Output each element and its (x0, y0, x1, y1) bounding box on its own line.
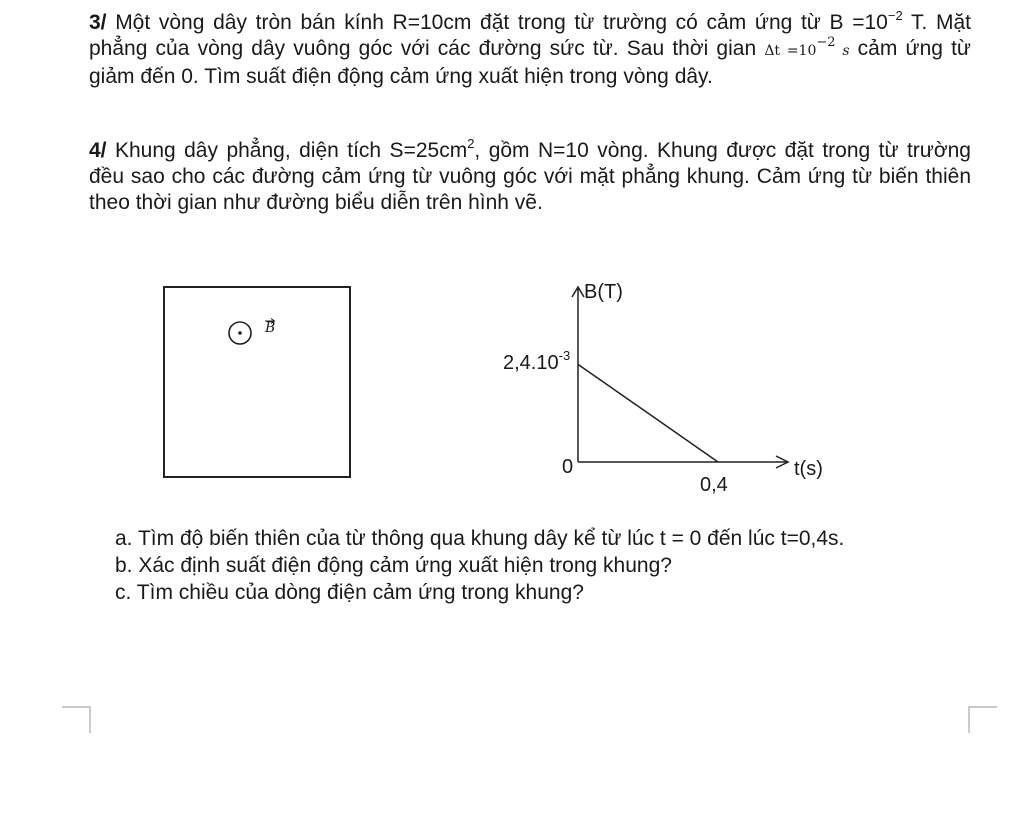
question-b: b. Xác định suất điện động cảm ứng xuất hiện trong khung? (115, 554, 672, 577)
question-a: a. Tìm độ biến thiên của từ thông qua khung dây kể từ lúc t = 0 đến lúc t=0,4s. (115, 527, 845, 550)
y-tick-label (503, 348, 571, 375)
margin-corner-left (60, 705, 92, 735)
problem-4 (89, 138, 971, 216)
delta-t-value: Δt =10 (764, 43, 817, 59)
b-data-line (578, 364, 718, 462)
b-field-out-of-page-icon (228, 316, 258, 346)
question-c: c. Tìm chiều của dòng điện cảm ứng trong khung? (115, 581, 584, 604)
area-exponent: 2 (467, 136, 475, 151)
problem-4-number: 4/ (89, 139, 107, 162)
b-field-label: B (265, 320, 276, 336)
problem-3-number: 3/ (89, 11, 107, 34)
y-tick-exponent: -3 (558, 348, 571, 364)
problem-3-text-c: cảm ứng từ giảm đến 0. Tìm suất điện động cảm ứng xuất hiện trong vòng dây. (89, 37, 971, 88)
problem-3 (89, 10, 971, 90)
problem-3-b-exponent: −2 (887, 8, 903, 23)
margin-corner-right (967, 705, 999, 735)
y-tick-base: 2,4.10 (503, 352, 559, 375)
delta-t-exponent: −2 (816, 35, 836, 50)
graph-canvas (495, 270, 835, 500)
x-tick-label: 0,4 (700, 474, 728, 496)
problem-4-text-b: , gồm N=10 vòng. Khung được đặt trong từ trường đều sao cho các đường cảm ứng từ vuông góc với mặt phẳng khung. Cảm ứng từ biến thiên theo thời gian như đường biểu diễn trên hình vẽ. (89, 139, 971, 214)
origin-label: 0 (562, 456, 574, 478)
delta-t-formula (764, 35, 850, 59)
y-axis-label: B(T) (584, 281, 623, 303)
x-axis-label: t(s) (794, 458, 823, 480)
question-list (115, 525, 844, 606)
b-vector-label (262, 316, 282, 340)
problem-3-text-a: Một vòng dây tròn bán kính R=10cm đặt trong từ trường có cảm ứng từ B =10 (106, 11, 888, 34)
problem-3-text-b: T. Mặt phẳng của vòng dây vuông góc với các đường sức từ. Sau thời gian (89, 11, 971, 60)
coil-frame (163, 286, 351, 478)
problem-4-text-a: Khung dây phẳng, diện tích S=25cm (106, 139, 468, 162)
b-vs-t-graph (495, 270, 835, 500)
delta-t-unit: s (835, 43, 850, 59)
